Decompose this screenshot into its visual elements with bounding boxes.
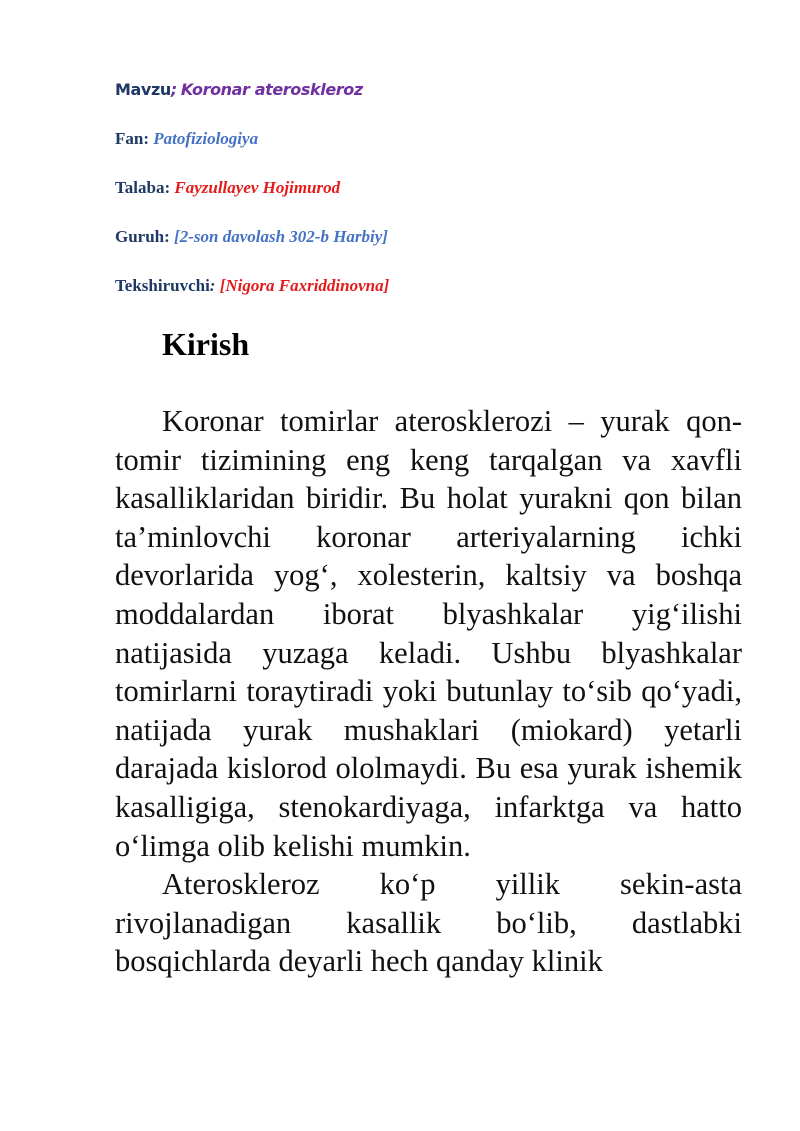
subject-value: Patofiziologiya — [153, 129, 259, 148]
topic-label: Mavzu — [115, 80, 171, 99]
checker-separator: : — [209, 276, 216, 295]
subject-line — [115, 129, 258, 149]
student-line — [115, 178, 340, 198]
section-heading: Kirish — [162, 326, 250, 362]
group-label: Guruh: — [115, 227, 170, 246]
checker-label: Tekshiruvchi — [115, 276, 210, 295]
body-text — [115, 402, 742, 981]
checker-value: [Nigora Faxriddinovna] — [219, 276, 390, 295]
group-line — [115, 227, 388, 247]
group-value: [2-son davolash 302-b Harbiy] — [174, 227, 388, 246]
subject-label: Fan: — [115, 129, 149, 148]
paragraph: Koronar tomirlar aterosklerozi – yurak qon-tomir tizimining eng keng tarqalgan va xavfli kasalliklaridan biridir. Bu holat yurakni qon bilan ta’minlovchi koronar arteriyalarning ichki devorlarida yog‘, xolesterin, kaltsiy va boshqa moddalardan iborat blyashkalar yig‘ilishi natijasida yuzaga keladi. Ushbu blyashkalar tomirlarni toraytiradi yoki butunlay to‘sib qo‘yadi, natijada yurak mushaklari (miokard) yetarli darajada kislorod ololmaydi. Bu esa yurak ishemik kasalligiga, stenokardiyaga, infarktga va hatto o‘limga olib kelishi mumkin. — [115, 404, 742, 863]
student-label: Talaba: — [115, 178, 171, 197]
topic-separator: ; — [170, 80, 177, 99]
paragraph: Ateroskleroz ko‘p yillik sekin-asta rivojlanadigan kasallik bo‘lib, dastlabki bosqichlarda deyarli hech qanday klinik — [115, 867, 742, 979]
topic-value: Koronar ateroskleroz — [180, 80, 363, 99]
topic-line — [115, 80, 363, 100]
checker-line — [115, 276, 389, 296]
student-value: Fayzullayev Hojimurod — [174, 178, 341, 197]
